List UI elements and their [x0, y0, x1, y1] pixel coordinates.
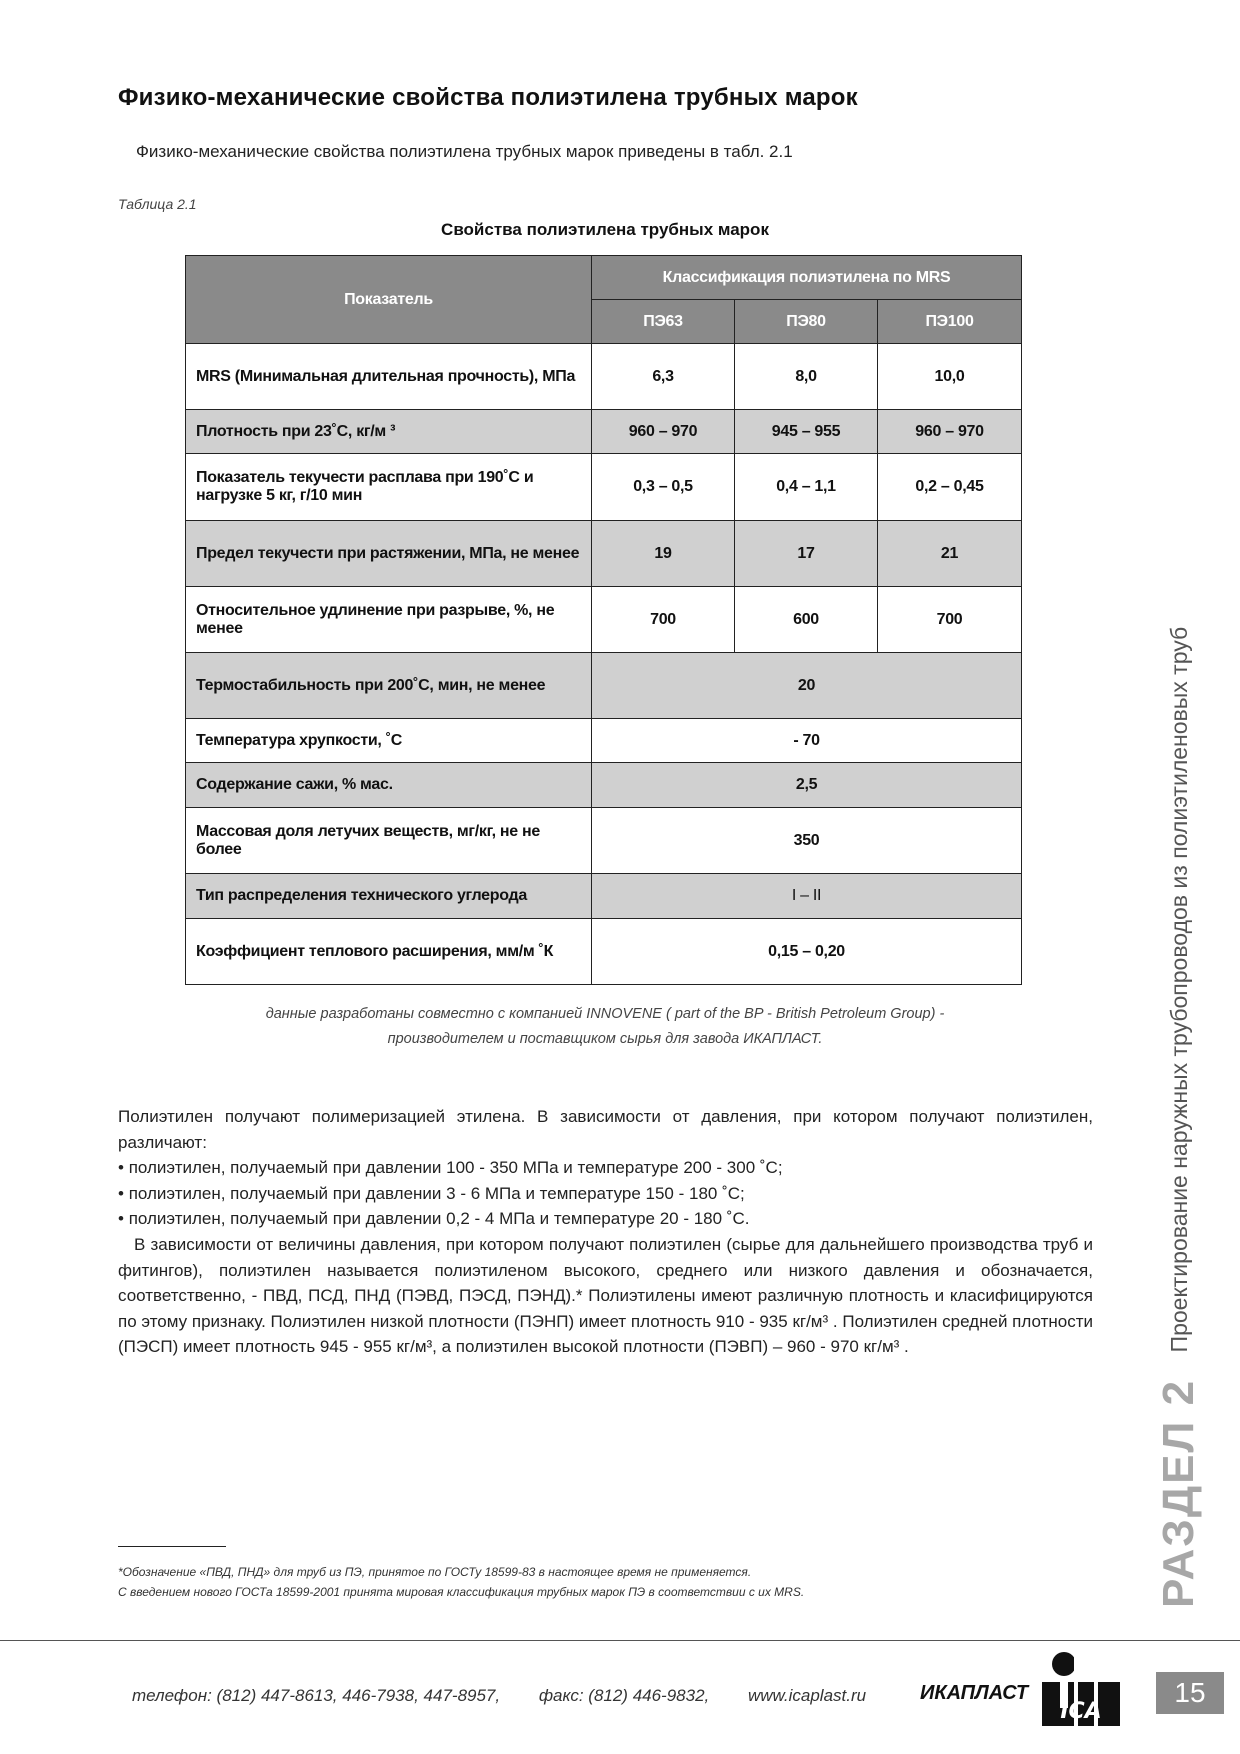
brand-name: ИКАПЛАСТ — [920, 1682, 1029, 1704]
section-label: РАЗДЕЛ 2 — [1154, 1378, 1203, 1608]
list-item: • полиэтилен, получаемый при давлении 0,2 - 4 МПа и температуре 20 - 180 ˚С. — [118, 1206, 1093, 1232]
row-label: Показатель текучести расплава при 190˚С и нагрузке 5 кг, г/10 мин — [186, 454, 592, 521]
row-value: 700 — [592, 587, 735, 653]
row-value: 600 — [735, 587, 878, 653]
section-sidebar — [1154, 627, 1204, 1608]
chapter-title: Проектирование наружных трубопроводов из полиэтиленовых труб — [1165, 626, 1192, 1353]
properties-table — [185, 255, 1022, 985]
row-label: Предел текучести при растяжении, МПа, не менее — [186, 521, 592, 587]
table-row — [186, 521, 1022, 587]
footer-phone: телефон: (812) 447-8613, 446-7938, 447-8957, — [132, 1686, 501, 1705]
row-value: 0,3 – 0,5 — [592, 454, 735, 521]
row-value: 2,5 — [592, 763, 1022, 808]
row-value: 21 — [878, 521, 1022, 587]
row-value: 10,0 — [878, 344, 1022, 410]
header-grade-pe80: ПЭ80 — [735, 300, 878, 344]
table-caption: Таблица 2.1 — [118, 196, 197, 212]
row-value: - 70 — [592, 719, 1022, 763]
source-line: производителем и поставщиком сырья для завода ИКАПЛАСТ. — [387, 1031, 823, 1047]
row-value: 350 — [592, 808, 1022, 874]
row-label: MRS (Минимальная длительная прочность), МПа — [186, 344, 592, 410]
footnote — [118, 1562, 804, 1602]
row-label: Плотность при 23˚С, кг/м ³ — [186, 410, 592, 454]
row-value: 0,4 – 1,1 — [735, 454, 878, 521]
table-row — [186, 808, 1022, 874]
paragraph: Полиэтилен получают полимеризацией этилена. В зависимости от давления, при котором получают полиэтилен, различают: — [118, 1107, 1093, 1152]
table-row — [186, 874, 1022, 919]
row-value: 17 — [735, 521, 878, 587]
bullet-list — [118, 1155, 1093, 1232]
row-label: Содержание сажи, % мас. — [186, 763, 592, 808]
row-value: 8,0 — [735, 344, 878, 410]
row-value: 20 — [592, 653, 1022, 719]
header-group: Классификация полиэтилена по MRS — [592, 256, 1022, 300]
row-value: 945 – 955 — [735, 410, 878, 454]
company-logo-icon — [1040, 1648, 1122, 1730]
footnote-divider — [118, 1546, 226, 1547]
footer-fax: факс: (812) 446-9832, — [538, 1686, 710, 1705]
header-grade-pe63: ПЭ63 — [592, 300, 735, 344]
row-value: 0,15 – 0,20 — [592, 919, 1022, 985]
table-row — [186, 454, 1022, 521]
page-heading: Физико-механические свойства полиэтилена трубных марок — [118, 84, 858, 111]
footer-website-link[interactable]: www.icaplast.ru — [748, 1686, 867, 1705]
row-label: Термостабильность при 200˚С, мин, не менее — [186, 653, 592, 719]
table-row — [186, 587, 1022, 653]
row-value: 960 – 970 — [592, 410, 735, 454]
row-label: Коэффициент теплового расширения, мм/м ˚К — [186, 919, 592, 985]
table-row — [186, 763, 1022, 808]
source-line: данные разработаны совместно с компанией INNOVENE ( part of the BP - British Petroleum Group) - — [265, 1006, 945, 1022]
row-value: 700 — [878, 587, 1022, 653]
row-label: Температура хрупкости, ˚С — [186, 719, 592, 763]
table-row — [186, 653, 1022, 719]
row-value: 19 — [592, 521, 735, 587]
row-value: 960 – 970 — [878, 410, 1022, 454]
footnote-line: С введением нового ГОСТа 18599-2001 принята мировая классификация трубных марок ПЭ в соответствии с их MRS. — [118, 1585, 805, 1599]
body-text — [118, 1104, 1093, 1360]
page-number: 15 — [1156, 1672, 1224, 1714]
row-label: Относительное удлинение при разрыве, %, не менее — [186, 587, 592, 653]
table-row — [186, 410, 1022, 454]
table-row — [186, 719, 1022, 763]
logo-text: ICA — [1060, 1699, 1102, 1724]
list-item: • полиэтилен, получаемый при давлении 100 - 350 МПа и температуре 200 - 300 ˚С; — [118, 1155, 1093, 1181]
footer-contacts — [132, 1686, 900, 1706]
row-label: Массовая доля летучих веществ, мг/кг, не не более — [186, 808, 592, 874]
header-param: Показатель — [186, 256, 592, 344]
intro-text: Физико-механические свойства полиэтилена трубных марок приведены в табл. 2.1 — [136, 142, 793, 161]
table-row — [186, 919, 1022, 985]
row-value: 0,2 – 0,45 — [878, 454, 1022, 521]
table-title: Свойства полиэтилена трубных марок — [441, 220, 769, 239]
header-grade-pe100: ПЭ100 — [878, 300, 1022, 344]
list-item: • полиэтилен, получаемый при давлении 3 - 6 МПа и температуре 150 - 180 ˚С; — [118, 1181, 1093, 1207]
footnote-line: *Обозначение «ПВД, ПНД» для труб из ПЭ, принятое по ГОСТу 18599-83 в настоящее время не применяется. — [118, 1565, 752, 1579]
row-value: I – II — [592, 874, 1022, 919]
table-row — [186, 344, 1022, 410]
paragraph: В зависимости от величины давления, при котором получают полиэтилен (сырье для дальнейшего производства труб и фитингов), полиэтилен называется полиэтиленом высокого, среднего или низкого давления и обозначается, соответственно, - ПВД, ПСД, ПНД (ПЭВД, ПЭСД, ПЭНД).* Полиэтилены имеют различную плотность и класифицируются по этому признаку. Полиэтилен низкой плотности (ПЭНП) имеет плотность 910 - 935 кг/м³ . Полиэтилен средней плотности (ПЭСП) имеет плотность 945 - 955 кг/м³, а полиэтилен высокой плотности (ПЭВП) – 960 - 970 кг/м³ . — [118, 1234, 1093, 1357]
row-value: 6,3 — [592, 344, 735, 410]
row-label: Тип распределения технического углерода — [186, 874, 592, 919]
footer-divider — [0, 1640, 1240, 1641]
table-source-note — [0, 1002, 1210, 1052]
